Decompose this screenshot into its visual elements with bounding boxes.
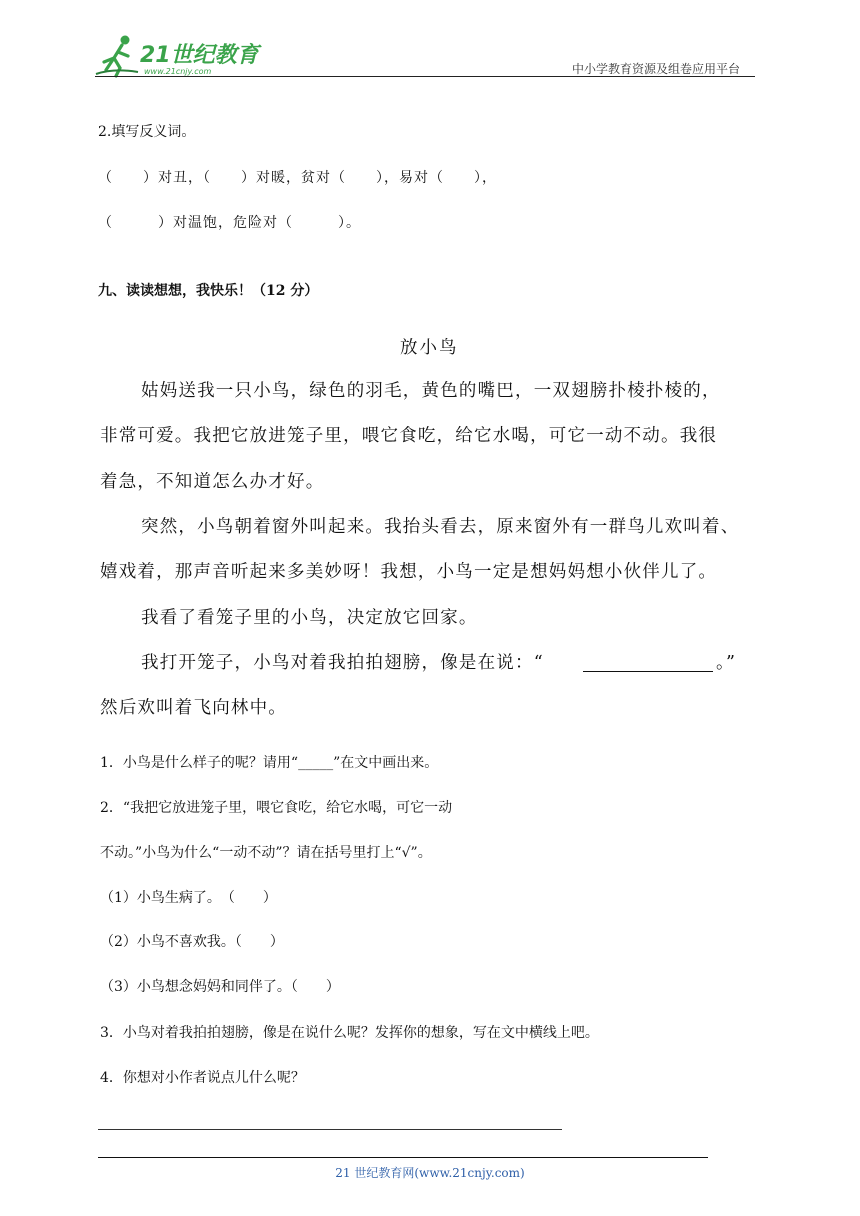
- option-3: （3）小鸟想念妈妈和同伴了。（ ）: [100, 979, 340, 995]
- logo-text: 21世纪教育: [140, 43, 259, 68]
- header-divider: [95, 76, 755, 77]
- question-3: 3．小鸟对着我拍拍翅膀，像是在说什么呢？发挥你的想象，写在文中横线上吧。: [100, 1025, 599, 1041]
- antonym-question-title: 2.填写反义词。: [98, 124, 196, 140]
- passage-line: 突然，小鸟朝着窗外叫起来。我抬头看去，原来窗外有一群鸟儿欢叫着、: [141, 517, 740, 537]
- question-2-line-1: 2．“我把它放进笼子里，喂它食吃，给它水喝，可它一动: [100, 800, 453, 816]
- answer-line[interactable]: [98, 1129, 562, 1130]
- option-1: （1）小鸟生病了。 （ ）: [100, 890, 277, 906]
- passage-line: 我看了看笼子里的小鸟，决定放它回家。: [141, 608, 478, 628]
- option-2: （2）小鸟不喜欢我。（ ）: [100, 934, 284, 950]
- platform-label: 中小学教育资源及组卷应用平台: [572, 62, 741, 76]
- passage-title: 放小鸟: [400, 338, 459, 358]
- question-2-line-2: 不动。”小鸟为什么“一动不动”？请在括号里打上“√”。: [100, 845, 432, 861]
- antonym-line-1: （ ）对丑，（ ）对暖，贫对（ ），易对（ ），: [98, 170, 497, 186]
- running-figure-icon: [96, 36, 138, 77]
- question-4: 4．你想对小作者说点儿什么呢？: [100, 1070, 305, 1086]
- passage-line-end: 。”: [716, 653, 737, 673]
- passage-line: 嬉戏着，那声音听起来多美妙呀！我想，小鸟一定是想妈妈想小伙伴儿了。: [100, 562, 718, 582]
- passage-line: 姑妈送我一只小鸟，绿色的羽毛，黄色的嘴巴，一双翅膀扑棱扑棱的，: [141, 381, 721, 401]
- question-1: 1．小鸟是什么样子的呢？请用“_____”在文中画出来。: [100, 755, 439, 771]
- footer-divider: [98, 1157, 708, 1158]
- antonym-line-2: （ ）对温饱，危险对（ ）。: [98, 215, 361, 231]
- section-heading: 九、读读想想，我快乐！（12 分）: [98, 283, 319, 299]
- site-logo: [94, 34, 264, 80]
- passage-line: 非常可爱。我把它放进笼子里，喂它食吃，给它水喝，可它一动不动。我很: [100, 426, 718, 446]
- passage-line: 着急，不知道怎么办才好。: [100, 472, 325, 492]
- answer-blank[interactable]: [583, 671, 713, 672]
- passage-line: 然后欢叫着飞向林中。: [100, 698, 287, 718]
- footer-text: 21 世纪教育网(www.21cnjy.com): [335, 1166, 525, 1180]
- logo-url: www.21cnjy.com: [144, 67, 212, 76]
- passage-line: 我打开笼子，小鸟对着我拍拍翅膀，像是在说：“: [141, 653, 544, 673]
